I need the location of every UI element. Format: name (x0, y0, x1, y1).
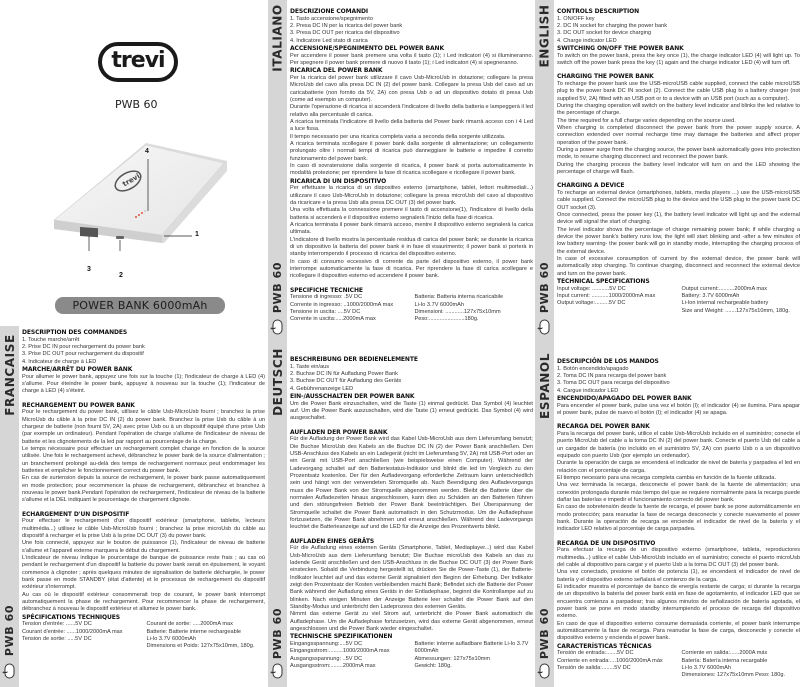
column-english-spanish (535, 0, 802, 687)
spec-table: Tension d'entrée: ......5V DC Courant de sortie: .....2000mA max Courant d'entrée: ......1000/2000mA max Batterie: Batterie interne rechargeable Tension de sortie: .....5V DC Li-Io 3.7V 6000mAh Dimensions et Poids: 127x75x10mm, 180g. (22, 621, 255, 650)
language-label-it: ITALIANO (270, 4, 285, 72)
english-content: CONTROLS DESCRIPTION 1. ON/OFF key 2. DC IN socket for charging the power bank 3. DC OUT socket for device charging 4. Charge indicator LED SWITCHING ON/OFF THE POWER BANK To switch on the power bank, press the key once (1), the charge indicator LED (4) will light up. To switch off the power bank press the key (1) again and the charge indicator LED (4) will turn off. CHARGING THE POWER BANK To recharge the power bank use the USB-microUSB cable supplied, connect the cable microUSB plug to the power bank DC IN socket (2). Connect the cable USB plug to a battery charger (not supplied 5V, 2A) fitted with an USB port or to a device with an USB port (such as a computer). During the charging operation will switch on the battery level indicator and blinks the led relative to the percentage of charge. The time required for a full charge varies depending on the source used. When charging is completed disconnect the power bank from the power supply source. A connection extended over normal recharge time may damage the batteries and affect proper operation of the power bank. During a power surge from the charging source, the power bank automatically goes into protection mode, to resume charging disconnect and reconnect the power bank. During the charging process the battery level indicator will turn on and the LED showing the percentage of charge will flash. CHARGING A DEVICE To recharge an external device (smartphones, tablets, media players ...) use the USB-microUSB cable supplied. Connect the microUSB plug to the device and the USB plug to the power bank DC OUT socket (3). Once connected, press the power key (1), the battery level indicator will light up and the external device will signal the start of charging. The level indicator shows the percentage of charge remaining power bank; if while charging a device the power bank's battery runs low, the light will start blinking and -after a few minutes of low battery warning- the power bank will go in standby mode, interrupting the charging process of the external device. In case of excessive consumption of current by the external device, the power bank will automatically stop charging. To continue charging, disconnect and reconnect the external device and turn on the power bank. TECHNICAL SPECIFICATIONS Input voltage: ...........5V DC Output current:..........2000mA max Input current: ...........1000/2000mA max Battery: 3.7V 6000mAh Output voltage:.........5V DC Li-Ion internal rechargeable battery Size and Weight: .......127x75x10mm, 180g. (557, 8, 800, 314)
column-italian-german (268, 0, 535, 687)
spanish-content: DESCRIPCIÓN DE LOS MANDOS 1. Botón encendido/apagado 2. Toma DC IN para recarga del power bank 3. Toma DC OUT para recarga del dispositivo 4. Cargue indicador LED ENCENDIDO/APAGADO DEL POWER BANK Para encender el power bank, pulse una vez el botón (I); el indicador (4) se ilumina. Para apagar el power bank, pulse de nuevo el botón (I); el indicador (4) se apaga. RECARGA DEL POWER BANK Para la recarga del power bank, utilice el cable Usb-MicroUsb incluido en el suministro; conecte el puerto MicroUsb del cable a la toma DC IN (2) del power bank. Conecte el puerto Usb del cable a un cargador de batería (no incluido en el suministro 5V, 2A) con puerto Usb o a un dispositivo equipado con puerto Usb (por ejemplo un ordenador). Durante la operación de carga se encenderá el indicador de nivel de batería y parpadea el led en relación con el porcentaje de carga. El tiempo necesario para una recarga completa cambia en función de la fuente utilizada. Una vez terminada la recarga, desconecte el power bank de la fuente de alimentación; una conexión prolongada durante más tiempo del que se requiere normalmente para la recarga puede dañar las baterías e impedir el funcionamiento correcto del power bank. En caso de sobretensión desde la fuente de recarga, el power bank se pone automáticamente en modo protección; para reanudar la fase de recarga desconecte y conecte nuevamente el power bank. Durante la operación de recarga se enciende el indicador de nivel de la batería y el indicador LED relativo al porcentaje de carga parpadea. RECARGA DE UN DISPOSITIVO Para efectuar la recarga de un dispositivo externo (smartphone, tableta, reproductores multimedia...) utilice el cable Usb-MicroUsb incluido en el suministro; conecte el puerto microUsb del cable al dispositivo para cargar y el puerto Usb a la toma DC OUT (3) del power bank. Una vez conectado, presione el botón de potencia (1), se encenderá el indicador de nivel de batería y el dispositivo externo señalará el comienzo de la carga. El indicador muestra el porcentaje de banco de energía restante de carga; si durante la recarga de un dispositivo la batería del power bank está en fase de agotamiento, el indicador LED que se encuentra comienza a parpadear; tras algunos minutos de señalización de batería agotada, el power bank se pone en modo standby interrumpiendo el proceso de recarga del dispositivo externo. En caso de que el dispositivo externo consume demasiada corriente, el power bank interrumpe automáticamente la fase de recarga. Para reanudar la fase de carga, desconecte y conecte el dispositivo externo y encienda el power bank. CARACTERÍSTICAS TÉCNICAS Tensión de entrada:.......5V DC Corriente en salida:......2000A máx Corriente en entrada:....1000/2000mA máx Batería: Batería interna recargable Tensión de salida:........5V DC Li-Io 3.7V 6000mAh Dimensiones: 127x75x10mm Peso: 180g. (557, 358, 800, 679)
model-label-fr: PWB 60 (3, 604, 17, 656)
spec-table: Eingangsspannung:....5V DC Batterie: interne aufladbare Batterie Li-Io 3.7V Eingangsstrom:.........1000/2000mA max 6000mAh Ausgangsspannung: ..5V DC Abmessungen: 127x75x10mm Ausgangsstrom:........2000mA max Gewicht: 180g. (290, 640, 529, 669)
model-label-en: PWB 60 (538, 261, 552, 313)
power-bank-image (52, 143, 230, 251)
heading: DESCRIPCIÓN DE LOS MANDOS (557, 358, 659, 365)
heading: MARCHE/ARRÊT DU POWER BANK (22, 365, 133, 373)
product-banner: POWER BANK 6000mAh (55, 297, 225, 314)
spec-heading: SPÉCIFICATIONS TECHNIQUES (22, 613, 120, 621)
trevi-mini-logo-icon (5, 664, 15, 679)
model-label-it: PWB 60 (271, 261, 285, 313)
spec-heading: TECHNICAL SPECIFICATIONS (557, 278, 650, 286)
trevi-mini-logo-icon (273, 664, 283, 679)
spec-table: Input voltage: ...........5V DC Output current:..........2000mA max Input current: ...........1000/2000mA max Battery: 3.7V 6000mAh Output voltage:.........5V DC Li-Ion internal rechargeable battery Size and Weight: .......127x75x10mm, 180g. (557, 285, 790, 314)
spec-heading: SPECIFICHE TECNICHE (290, 286, 363, 294)
trevi-mini-logo-icon (540, 320, 550, 335)
heading: RICARICA DI UN DISPOSITIVO (290, 177, 387, 185)
heading: DESCRIPTION DES COMMANDES (22, 329, 128, 336)
svg-text:trevi: trevi (121, 172, 142, 189)
heading: ENCENDIDO/APAGADO DEL POWER BANK (557, 394, 692, 402)
model-name: PWB 60 (115, 98, 158, 111)
spec-table: Tensión de entrada:.......5V DC Corriente en salida:......2000A máx Corriente en entrada:....1000/2000mA máx Batería: Batería interna recargable Tensión de salida:........5V DC Li-Io 3.7V 6000mAh Dimensiones: 127x75x10mm Peso: 180g. (557, 650, 786, 679)
callout-2: 2 (119, 272, 123, 279)
language-label-es: ESPANOL (537, 353, 552, 419)
column-cover-french (0, 0, 268, 687)
spec-table: Tensione di ingresso: .5V DC Batteria: Batteria interna ricaricabile Corrente in ingresso: ..1000/2000mA max Li-Io 3.7V 6000mAh Tensione in uscita: ....5V DC Dimensioni: ............127x75x10mm Corrente in uscita:.....2000mA max Peso:.......................180g. (290, 294, 504, 323)
heading: CHARGING A DEVICE (557, 182, 625, 190)
sidebar-strip-it-de (268, 0, 287, 687)
heading: RECARGA DEL POWER BANK (557, 423, 650, 431)
german-content: BESCHREIBUNG DER BEDIENELEMENTE 1. Taste ein/aus 2. Buchse DC IN für Aufladung Power Bank 3. Buchse DC OUT für Aufladung des Geräts 4. Gebührenanzeige LED EIN-/AUSSCHALTEN DER POWER BANK Um die Power Bank einzuschalten, wird die Taste (1) einmal gedrückt. Das Symbol (4) leuchtet auf. Um die Power Bank auszuschalten, wird die Taste (1) erneut gedrückt. Das Symbol (4) wird ausgeschaltet. AUFLADEN DER POWER BANK Für die Aufladung der Power Bank wird das Kabel Usb-MicroUsb aus dem Lieferumfang benutzt; Die Buchse MicroUsb des Kabels an die Buchse DC IN (2) der Power Bank anschließen. Den USB-Anschluss des Kabels an ein Ladegerät (nicht im Lieferumfang 5V, 2A) mit USB-Port oder an ein Gerät mit USB-Port anschließen (wie beispielsweise einen Computer). Während der Ladevorgang schaltet auf den Batteriestatus-Indikator und blinkt die led im Vergleich zu den Prozentsatz kostenlos. Der für den Aufladevorgang erforderliche Zeitraum kann unterschiedlich sein und hängt von der verwendeten Stromquelle ab. Nach Beendigung des Aufladevorgangs muss die Power Bank von der Stromquelle abgenommen werden. Bleibt die Batterie über die normalen Aufladezeiten hinaus angeschlossen, kann dies zu Schäden an den Batterien führen und den störungsfreien Betrieb der Power Bank beeinträchtigen. Bei Überspannung der Stromquelle schaltet die Power Bank automatisch in den Schutzmodus. Um die Aufladephase fortzusetzen, die Power Bank abnehmen und erneut anschließen. Während des Ladevorgangs leuchtet die Batterieanzeige auf und die LED für die Anzeige des Prozentwerts blinkt. AUFLADEN EINES GERÄTS Für die Aufladung eines externen Geräts (Smartphone, Tablet, Mediaplayer...) wird das Kabel Usb-MicroUsb aus dem Lieferumfang benutzt; Die Buchse microUsb des Kabels an das zu ladende Gerät anschließen und den USB-Anschluss in die Buchse DC OUT (3) der Power Bank einstecken. Sobald die Verbindung hergestellt ist, drücken Sie die Power-Taste (1), der Batterie-Indikator leuchtet auf und das externe Gerät signalisiert den Beginn der Erhebung. Der Indikator zeigt den Prozentsatz der Kosten verbleibenden macht Bank; Befindet sich die Batterie der Power Bank während der Aufladung eines Geräts in der Entladephase, beginnt die Kontrollampe auf zu blinken. Nach einigen Minuten der Anzeige Batterie leer schaltet die Power Bank auf den Standby-Modus und unterbricht den Ladeprozess des externen Geräts. Nimmt das externe Gerät zu viel Strom auf, unterbricht die Power Bank automatisch die Aufladephase. Um die Aufladephase fortzusetzen, wird das externe Gerät abgenommen, erneut angeschlossen und die Power Bank wieder eingeschaltet. TECHNISCHE SPEZIFIKATIONEN Eingangsspannung:....5V DC Batterie: interne aufladbare Batterie Li-Io 3.7V Eingangsstrom:.........1000/2000mA max 6000mAh Ausgangsspannung: ..5V DC Abmessungen: 127x75x10mm Ausgangsstrom:........2000mA max Gewicht: 180g. (290, 356, 533, 669)
heading: AUFLADEN EINES GERÄTS (290, 537, 375, 545)
heading: RECHARGEMENT DU POWER BANK (22, 401, 135, 409)
sidebar-strip-en-es (535, 0, 554, 687)
heading: ECHARGEMENT D'UN DISPOSITIF (22, 510, 130, 518)
model-label-es: PWB 60 (538, 607, 552, 659)
callout-3: 3 (87, 266, 91, 273)
heading: CHARGING THE POWER BANK (557, 73, 654, 81)
heading: DESCRIZIONE COMANDI (290, 8, 369, 15)
trevi-mini-logo-icon (273, 320, 283, 335)
spec-heading: CARACTERÍSTICAS TÉCNICAS (557, 642, 652, 650)
heading: AUFLADEN DER POWER BANK (290, 428, 388, 436)
callout-1: 1 (195, 231, 199, 238)
heading: BESCHREIBUNG DER BEDIENELEMENTE (290, 356, 418, 363)
heading: RECARGA DE UN DISPOSITIVO (557, 539, 656, 547)
model-label-de: PWB 60 (271, 607, 285, 659)
french-content: DESCRIPTION DES COMMANDES 1. Touche marche/arrêt 2. Prise DC IN pour rechargement du power bank 3. Prise DC OUT pour rechargement du dispositif 4. Indicateur de charge à LED MARCHE/ARRÊT DU POWER BANK Pour allumer le power bank, appuyez une fois sur la touche (1); l'indicateur de charge à LED (4) s'allume. Pour éteindre le power bank, appuyez à nouveau sur la touche (1); l'indicateur de charge à LED (4) s'éteint. RECHARGEMENT DU POWER BANK Pour le rechargement du power bank, utilisez le câble Usb-MicroUsb fourni ; branchez la prise MicroUsb du câble à la prise DC IN (2) du power bank. Branchez la prise Usb du câble à un chargeur de batterie (non fourni 5V, 2A) avec prise Usb ou à un dispositif équipé d'une prise Usb (par exemple un ordinateur). Pendant l'opération de charge s'allume de l'indicateur de niveau de batterie et les clignotements de la led par rapport au pourcentage de la charge. Le temps nécessaire pour effectuer un rechargement complet change en fonction de la source utilisée. Une fois le rechargement achevé, débranchez le power bank de la source d'alimentation ; un branchement prolongé au-delà des temps de rechargement normaux peut endommager les batteries et empêcher le fonctionnement correct du power bank. En cas de surtension depuis la source de rechargement, le power bank passe automatiquement en mode protection; pour recommencer la phase de rechargement, débranchez et branchez à nouveau le power bank.Pendant l'opération de rechargement, l'indicateur de niveau de la batterie s'allume et la DEL indiquant le pourcentage de chargement clignote. ECHARGEMENT D'UN DISPOSITIF Pour effectuer le rechargement d'un dispositif extérieur (smartphone, tablette, lecteurs multimédia...) utilisez le câble Usb-MicroUsb fourni ; branchez la prise microUsb du câble au dispositif à recharger et la prise Usb à la prise DC OUT (3) du power bank. Une fois connecté, appuyez sur le bouton de puissance (1), l'indicateur de niveau de batterie s'allume et l'appareil externe marquera le début du chargement. L'indicateur de niveau indique le pourcentage de banque de puissance reste frais ; au cas où pendant le rechargement d'un dispositif la batterie du power bank serait en épuisement, le voyant commence à clignoter ; après quelques minutes de signalisation de batterie déchargée, le power bank passe en mode STANDBY (état d'attente) et le processus de rechargement du dispositif extérieur s'interrompt. Au cas où le dispositif extérieur consommerait trop de courant, le power bank interrompt automatiquement la phase de rechargement. Pour recommencer la phase de rechargement, débranchez à nouveau le dispositif extérieur et allumez le power bank. SPÉCIFICATIONS TECHNIQUES Tension d'entrée: ......5V DC Courant de sortie: .....2000mA max Courant d'entrée: ......1000/2000mA max Batterie: Batterie interne rechargeable Tension de sortie: .....5V DC Li-Io 3.7V 6000mAh Dimensions et Poids: 127x75x10mm, 180g. (22, 329, 265, 650)
spec-heading: TECHNISCHE SPEZIFIKATIONEN (290, 633, 393, 641)
heading: CONTROLS DESCRIPTION (557, 8, 640, 15)
trevi-mini-logo-icon (540, 664, 550, 679)
heading: EIN-/AUSSCHALTEN DER POWER BANK (290, 392, 415, 400)
language-label-fr: FRANCAISE (2, 334, 17, 416)
heading: SWITCHING ON/OFF THE POWER BANK (557, 44, 684, 52)
language-label-en: ENGLISH (537, 4, 552, 68)
trevi-logo: trevi (98, 42, 178, 82)
callout-4: 4 (145, 148, 149, 155)
language-label-de: DEUTSCH (270, 348, 285, 416)
heading: ACCENSIONE/SPEGNIMENTO DEL POWER BANK (290, 44, 445, 52)
italian-content: DESCRIZIONE COMANDI 1. Tasto accensione/spegnimento 2. Presa DC IN per la ricarica del power bank 3. Presa DC OUT per ricarica del dispositivo 4. Indicatore Led stato di carica ACCENSIONE/SPEGNIMENTO DEL POWER BANK Per accendere il power bank premere una volta il tasto (1); i Led indicatori (4) si illumineranno. Per spegnere il power bank premere di nuovo il tasto (1); i Led indicatori (4) si spegneranno. RICARICA DEL POWER BANK Per la ricarica del power bank utilizzare il cavo Usb-MicroUsb in dotazione; collegare la presa MicroUsb del cavo alla presa DC IN (2) del power bank. Collegare la presa Usb del cavo ad un caricabatterie (non fornito da 5V, 2A) con presa Usb o ad un dispositivo dotato di presa Usb (come ad esempio un computer). Durante l'operazione di ricarica si accenderà l'indicatore di livello della batteria e lampeggerà il led relativo alla percentuale di carica. A ricarica terminata l'indicatore di livello della batteria del Power bank rimarrà acceso con i 4 Led a luce fissa. Il tempo necessario per una ricarica completa varia a seconda della sorgente utilizzata. A ricarica terminata scollegare il power bank dalla sorgente di alimentazione; un collegamento prolungato oltre i normali tempi di ricarica può danneggiare le batterie e impedire il corretto funzionamento del power bank. In caso di sovratensione dalla sorgente di ricarica, il power bank si porta automaticamente in modalità protezione; per riprendere la fase di ricarica scollegare e ricollegare il power bank. RICARICA DI UN DISPOSITIVO Per effettuare la ricarica di un dispositivo esterno (smartphone, tablet, lettori multimediali...) utilizzare il cavo Usb-MicroUsb in dotazione; collegare la presa microUsb del cavo al dispositivo da ricaricare e la presa Usb alla presa DC OUT (3) del power bank. Una volta effettuata la connessione premere il tasto di accensione(1), l'indicatore di livello della batteria si accenderà e il dispositivo esterno segnalerà l'inizio della fase di ricarica. A ricarica terminata il power bank rimarrà acceso, mentre il dispositivo esterno segnalerà la carica ultimata. L'indicatore di livello mostra la percentuale residua di carica del power bank; se durante la ricarica di un dispositivo la batteria del power bank è in fase di esaurimento; il power bank si porterà in stanby interrompendo il processo di ricarica del dispositivo esterno. In caso di consumo eccessivo di corrente da parte del dispositivo esterno, il power bank interrompe automaticamente la fase di ricarica. Per riprendere la fase di carica scollegare e ricollegare il dispositivo esterno ed accendere il power bank. SPECIFICHE TECNICHE Tensione di ingresso: .5V DC Batteria: Batteria interna ricaricabile Corrente in ingresso: ..1000/2000mA max Li-Io 3.7V 6000mAh Tensione in uscita: ....5V DC Dimensioni: ............127x75x10mm Corrente in uscita:.....2000mA max Peso:.......................180g. (290, 8, 533, 323)
power-bank-illustration (52, 143, 230, 251)
heading: RICARICA DEL POWER BANK (290, 67, 383, 75)
